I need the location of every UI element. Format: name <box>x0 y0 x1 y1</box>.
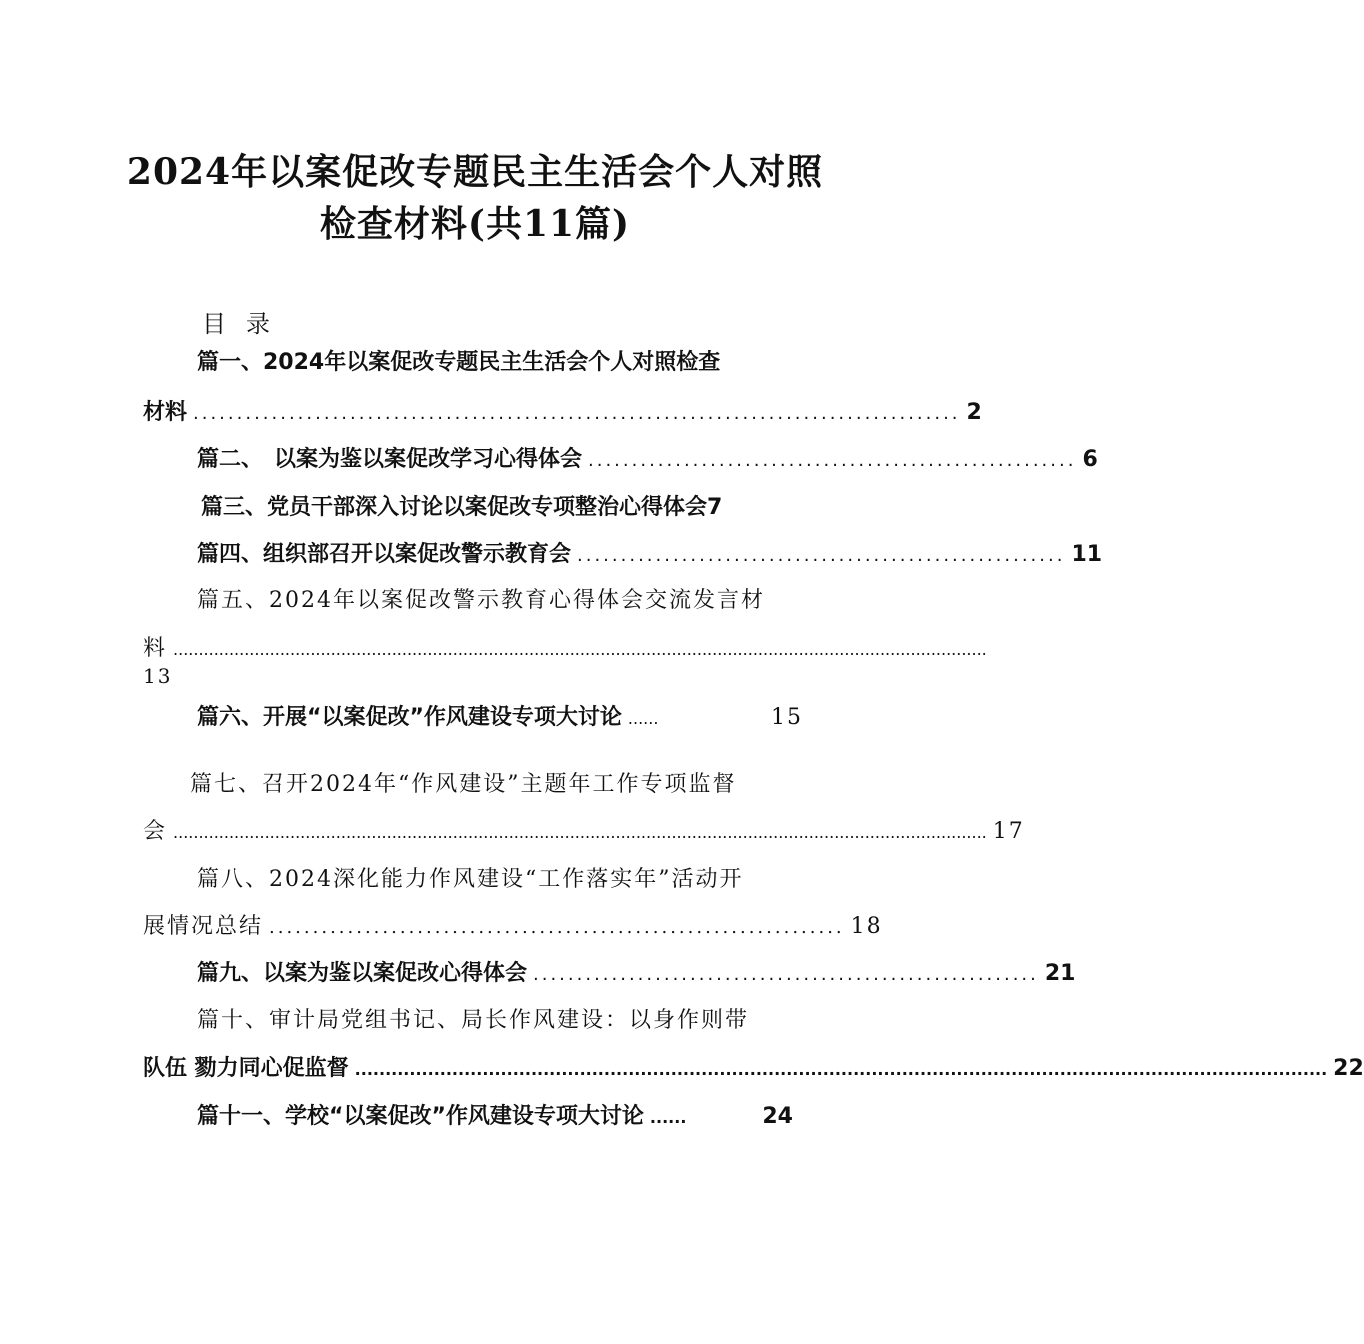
toc-entry-4-label: 篇四、组织部召开以案促改警示教育会 <box>197 542 572 567</box>
toc-entry-6-label: 篇六、开展“以案促改”作风建设专项大讨论 <box>197 705 622 730</box>
toc-heading: 目录 <box>202 310 290 338</box>
document-title-line-1: 2024年以案促改专题民主生活会个人对照 <box>126 151 824 193</box>
toc-entry-8-label: 展情况总结 <box>143 914 264 939</box>
toc-entry-4[interactable] <box>197 538 1103 572</box>
toc-entry-4-page: 11 <box>1071 542 1103 567</box>
toc-entry-10-label: 队伍 勠力同心促监督 <box>143 1056 349 1081</box>
toc-leader-dots: .................................................................. <box>269 917 845 938</box>
toc-entry-2-label: 篇二、 以案为鉴以案促改学习心得体会 <box>197 447 583 472</box>
document-title-line-2: 检查材料(共11篇) <box>319 203 631 245</box>
toc-entry-5-page: 13 <box>143 664 173 688</box>
toc-leader-dots: ................................................................................................................................................................ <box>173 823 987 842</box>
toc-leader-dots: ........................................................ <box>588 450 1077 471</box>
toc-entry-1-page: 2 <box>966 400 982 425</box>
toc-leader-dots: ...... <box>627 709 659 728</box>
toc-entry-5-line-2[interactable] <box>143 632 987 666</box>
toc-entry-1-line-1[interactable]: 篇一、2024年以案促改专题民主生活会个人对照检查 <box>197 350 721 375</box>
toc-leader-dots: .......................................................... <box>533 964 1039 985</box>
toc-entry-6[interactable] <box>197 701 803 735</box>
toc-entry-7-label: 会 <box>143 819 168 844</box>
toc-entry-8-line-2[interactable] <box>143 910 883 944</box>
toc-leader-dots: ........................................................................................ <box>193 403 961 424</box>
toc-entry-2-page: 6 <box>1082 447 1098 472</box>
toc-entry-10-line-1[interactable]: 篇十、审计局党组书记、局长作风建设：以身作则带 <box>197 1008 750 1033</box>
toc-entry-11-page: 24 <box>762 1104 793 1129</box>
toc-entry-6-page: 15 <box>771 705 803 730</box>
toc-entry-11[interactable] <box>197 1100 793 1134</box>
toc-entry-9-label: 篇九、以案为鉴以案促改心得体会 <box>197 961 528 986</box>
toc-entry-7-line-1[interactable]: 篇七、召开2024年“作风建设”主题年工作专项监督 <box>190 772 737 797</box>
toc-entry-7-line-2[interactable] <box>143 815 1025 849</box>
toc-entry-8-page: 18 <box>850 914 883 939</box>
toc-entry-9-page: 21 <box>1044 961 1076 986</box>
toc-entry-5-line-1[interactable]: 篇五、2024年以案促改警示教育心得体会交流发言材 <box>197 588 765 613</box>
toc-leader-dots: ...... <box>649 1108 687 1127</box>
toc-entry-8-line-1[interactable]: 篇八、2024深化能力作风建设“工作落实年”活动开 <box>197 867 744 892</box>
toc-entry-10-line-2[interactable] <box>143 1052 1364 1086</box>
toc-entry-2[interactable] <box>197 443 1098 477</box>
toc-entry-7-page: 17 <box>992 819 1025 844</box>
toc-entry-11-label: 篇十一、学校“以案促改”作风建设专项大讨论 <box>197 1104 644 1129</box>
toc-leader-dots: ................................................................................................................................................................ <box>354 1060 1328 1079</box>
toc-entry-9[interactable] <box>197 957 1076 991</box>
toc-entry-5-label: 料 <box>143 636 168 661</box>
toc-entry-3[interactable]: 篇三、党员干部深入讨论以案促改专项整治心得体会7 <box>201 495 723 520</box>
toc-leader-dots: ........................................................ <box>577 545 1066 566</box>
toc-entry-1-label: 材料 <box>143 400 188 425</box>
toc-entry-10-page: 22 <box>1333 1056 1364 1081</box>
toc-entry-1-line-2[interactable] <box>143 396 982 430</box>
toc-leader-dots: ................................................................................................................................................................ <box>173 640 987 659</box>
